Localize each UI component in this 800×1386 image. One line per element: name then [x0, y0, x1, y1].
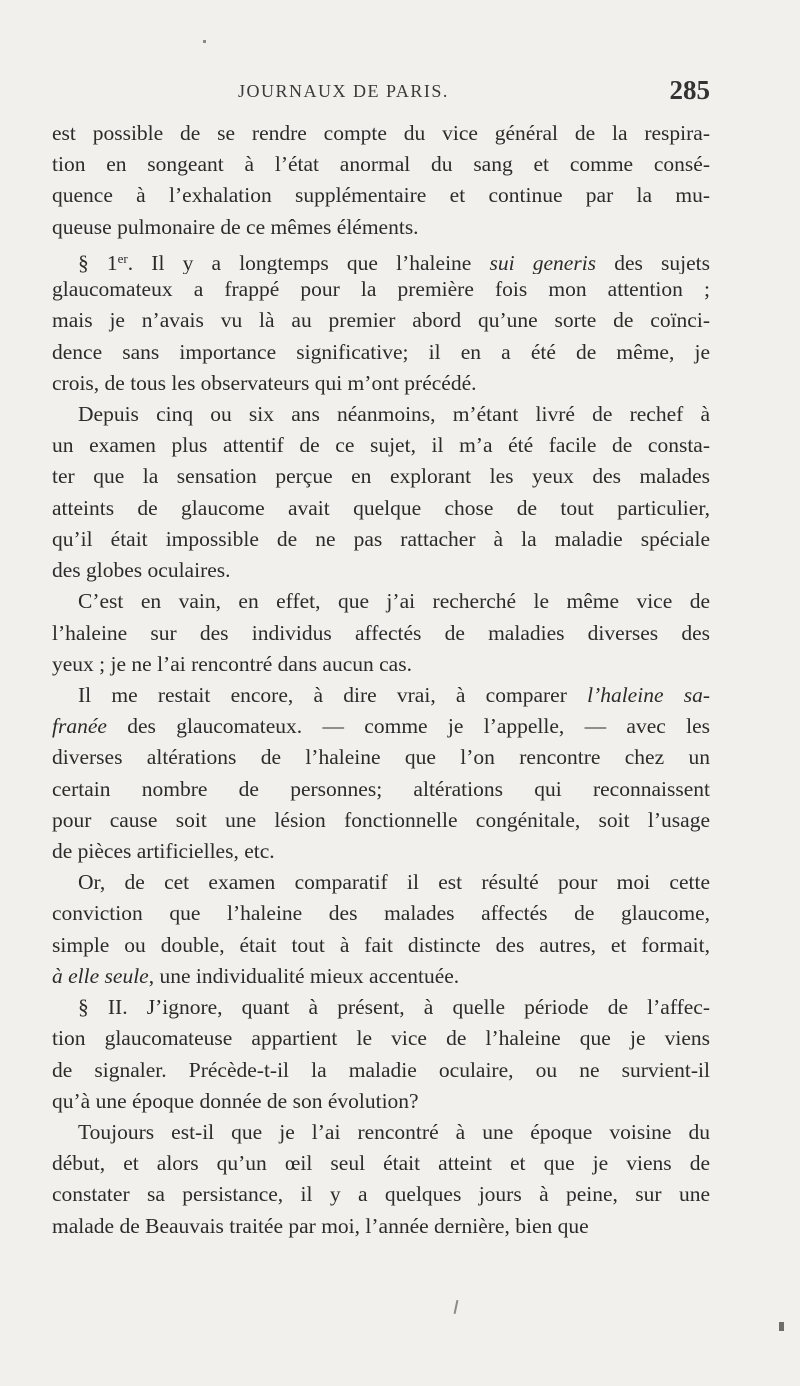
text-line: conviction que l’haleine des malades affectés de glaucome,	[52, 901, 710, 926]
text-line: dence sans importance significative; il en a été de même, je	[52, 339, 710, 364]
page-speck	[203, 40, 206, 43]
text-line: est possible de se rendre compte du vice général de la respira-	[52, 121, 710, 145]
text-line: mais je n’avais vu là au premier abord qu’une sorte de coïnci-	[52, 308, 710, 333]
italic-phrase: l’haleine sa-	[587, 682, 710, 707]
ink-mark	[454, 1300, 459, 1314]
text-line: simple ou double, était tout à fait distincte des autres, et formait,	[52, 932, 710, 957]
text-line: § II. J’ignore, quant à présent, à quelle période de l’affec-	[78, 995, 710, 1020]
section-mark-1: § 1er. Il y a longtemps que l’haleine	[78, 250, 490, 275]
text-line: début, et alors qu’un œil seul était atteint et que je viens de	[52, 1151, 710, 1176]
text-line: Or, de cet examen comparatif il est résulté pour moi cette	[78, 870, 710, 895]
page-number: 285	[669, 75, 710, 105]
text-line-italic	[52, 680, 710, 711]
text-line-italic	[52, 961, 710, 992]
text-line: qu’à une époque donnée de son évolution?	[52, 1088, 419, 1113]
text-line: queuse pulmonaire de ce mêmes éléments.	[52, 214, 419, 239]
body-text	[52, 118, 710, 1242]
text-line-italic	[52, 711, 710, 742]
edge-speck	[779, 1322, 784, 1331]
italic-phrase: à elle seule	[52, 963, 149, 988]
text-line: quence à l’exhalation supplémentaire et continue par la mu-	[52, 183, 710, 208]
text-line: l’haleine sur des individus affectés de maladies diverses des	[52, 620, 710, 645]
line-tail: des sujets	[596, 250, 710, 275]
running-head: JOURNAUX DE PARIS.	[238, 81, 449, 101]
page-header	[52, 75, 710, 111]
text-line: des globes oculaires.	[52, 558, 231, 583]
italic-phrase: sui generis	[489, 250, 597, 275]
italic-phrase: franée	[52, 714, 107, 739]
text-line: malade de Beauvais traitée par moi, l’année dernière, bien que	[52, 1213, 589, 1238]
line-head: Il me restait encore, à dire vrai, à comparer	[78, 682, 588, 707]
text-line: C’est en vain, en effet, que j’ai recherché le même vice de	[78, 589, 710, 614]
text-line: certain nombre de personnes; altérations qui reconnaissent	[52, 776, 710, 801]
line-tail: des glaucomateux. — comme je l’appelle, — avec les	[106, 714, 710, 739]
text-line: de signaler. Précède-t-il la maladie oculaire, ou ne survient-il	[52, 1057, 710, 1082]
text-line: ter que la sensation perçue en explorant les yeux des malades	[52, 464, 710, 489]
text-line: Toujours est-il que je l’ai rencontré à une époque voisine du	[78, 1120, 710, 1144]
text-line: atteints de glaucome avait quelque chose de tout particulier,	[52, 495, 710, 520]
text-line: de pièces artificielles, etc.	[52, 839, 275, 864]
text-line: glaucomateux a frappé pour la première fois mon attention ;	[52, 277, 710, 302]
text-line: crois, de tous les observateurs qui m’ont précédé.	[52, 370, 477, 395]
text-line-section-1	[52, 243, 710, 274]
text-line: diverses altérations de l’haleine que l’on rencontre chez un	[52, 745, 710, 770]
text-line: un examen plus attentif de ce sujet, il m’a été facile de consta-	[52, 433, 710, 458]
line-tail: , une individualité mieux accentuée.	[148, 963, 460, 988]
text-line: pour cause soit une lésion fonctionnelle congénitale, soit l’usage	[52, 807, 710, 832]
text-line: constater sa persistance, il y a quelques jours à peine, sur une	[52, 1182, 710, 1207]
text-line: tion glaucomateuse appartient le vice de l’haleine que je viens	[52, 1026, 710, 1051]
text-line: qu’il était impossible de ne pas rattacher à la maladie spéciale	[52, 526, 710, 551]
text-line: yeux ; je ne l’ai rencontré dans aucun cas.	[52, 651, 412, 676]
text-line: tion en songeant à l’état anormal du sang et comme consé-	[52, 152, 710, 177]
text-line: Depuis cinq ou six ans néanmoins, m’étant livré de rechef à	[78, 401, 710, 426]
